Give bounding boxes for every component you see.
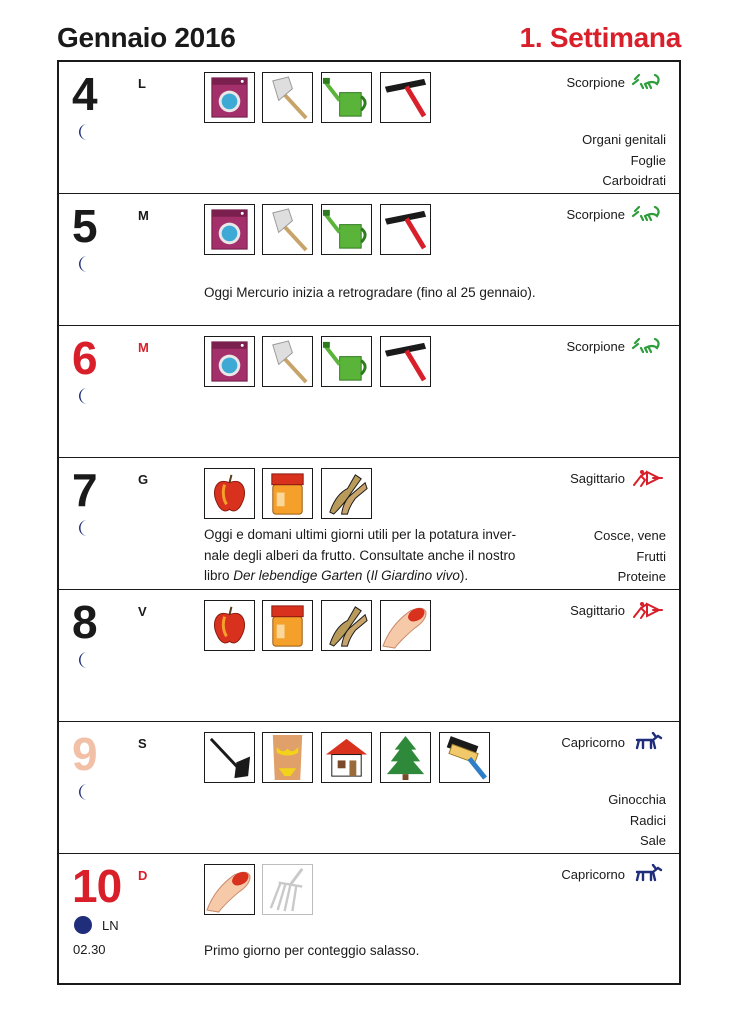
week-calendar bbox=[57, 60, 681, 985]
waxing-crescent-icon bbox=[74, 386, 94, 406]
waxing-crescent-icon bbox=[74, 122, 94, 142]
axe-icon bbox=[262, 72, 313, 123]
watering-can-icon bbox=[321, 204, 372, 255]
new-moon-icon bbox=[74, 916, 92, 934]
month-title: Gennaio 2016 bbox=[57, 22, 236, 53]
archer-icon bbox=[631, 468, 663, 488]
scorpion-icon bbox=[631, 204, 663, 224]
organ-item: Frutti bbox=[636, 548, 666, 564]
sign-label: Sagittario bbox=[570, 470, 625, 486]
organ-item: Cosce, vene bbox=[593, 528, 666, 543]
day-row bbox=[59, 590, 679, 722]
waxing-crescent-icon bbox=[74, 650, 94, 670]
note-line: nale degli alberi da frutto. Consultate anche il nostro bbox=[204, 547, 516, 563]
day-row bbox=[59, 854, 679, 987]
organ-item: Sale bbox=[639, 833, 666, 848]
zodiac-sign bbox=[561, 732, 663, 752]
zodiac-sign bbox=[570, 468, 663, 488]
pitchfork-icon bbox=[262, 864, 313, 915]
pruning-shears-icon bbox=[321, 600, 372, 651]
archer-icon bbox=[631, 600, 663, 620]
axe-icon bbox=[262, 336, 313, 387]
weekday-letter: D bbox=[138, 868, 148, 883]
day-number: 9 bbox=[72, 728, 97, 780]
fingernail-icon bbox=[204, 864, 255, 915]
book-title-translation: Il Giardino vivo bbox=[370, 568, 460, 583]
organ-item: Carboidrati bbox=[602, 173, 666, 188]
zodiac-sign bbox=[566, 336, 663, 356]
organs-list bbox=[582, 130, 666, 192]
sign-label: Scorpione bbox=[566, 338, 625, 354]
waxing-crescent-icon bbox=[74, 254, 94, 274]
organs-list bbox=[608, 790, 666, 852]
organs-list bbox=[594, 526, 666, 588]
hoe-icon bbox=[204, 732, 255, 783]
organ-item: Proteine bbox=[617, 569, 666, 584]
fingernail-icon bbox=[380, 600, 431, 651]
day-number: 6 bbox=[72, 332, 97, 384]
jam-jar-icon bbox=[262, 468, 313, 519]
apple-icon bbox=[204, 468, 255, 519]
scorpion-icon bbox=[631, 72, 663, 92]
day-row bbox=[59, 722, 679, 854]
moon-phase-time: 02.30 bbox=[73, 942, 106, 957]
weekday-letter: S bbox=[138, 736, 147, 751]
day-row bbox=[59, 62, 679, 194]
book-title: Der lebendige Garten bbox=[233, 568, 363, 583]
day-number: 4 bbox=[72, 68, 97, 120]
sign-label: Sagittario bbox=[570, 602, 625, 618]
weekday-letter: M bbox=[138, 340, 149, 355]
weekday-letter: M bbox=[138, 208, 149, 223]
zodiac-sign bbox=[566, 72, 663, 92]
day-number: 10 bbox=[72, 860, 122, 912]
day-row bbox=[59, 458, 679, 590]
axe-icon bbox=[262, 204, 313, 255]
week-title: 1. Settimana bbox=[519, 22, 681, 53]
waxing-crescent-icon bbox=[74, 782, 94, 802]
organ-item: Organi genitali bbox=[582, 132, 666, 147]
note-text: ). bbox=[459, 568, 469, 583]
weekday-letter: V bbox=[138, 604, 147, 619]
day-note: Oggi Mercurio inizia a retrogradare (fino al 25 gennaio). bbox=[204, 285, 536, 300]
day-row bbox=[59, 194, 679, 326]
organ-item: Radici bbox=[629, 812, 666, 828]
organ-item: Ginocchia bbox=[608, 792, 666, 807]
page-header bbox=[57, 22, 681, 58]
washing-machine-icon bbox=[204, 204, 255, 255]
day-note: Primo giorno per conteggio salasso. bbox=[204, 943, 420, 958]
scrub-brush-icon bbox=[439, 732, 490, 783]
bikini-icon bbox=[262, 732, 313, 783]
goat-icon bbox=[631, 864, 663, 884]
day-note bbox=[204, 525, 564, 587]
sign-label: Scorpione bbox=[566, 74, 625, 90]
note-text: ( bbox=[362, 568, 371, 583]
note-line bbox=[204, 566, 564, 587]
washing-machine-icon bbox=[204, 336, 255, 387]
goat-icon bbox=[631, 732, 663, 752]
watering-can-icon bbox=[321, 72, 372, 123]
apple-icon bbox=[204, 600, 255, 651]
watering-can-icon bbox=[321, 336, 372, 387]
waxing-crescent-icon bbox=[74, 518, 94, 538]
washing-machine-icon bbox=[204, 72, 255, 123]
house-icon bbox=[321, 732, 372, 783]
zodiac-sign bbox=[566, 204, 663, 224]
organ-item: Foglie bbox=[630, 152, 666, 168]
pruning-shears-icon bbox=[321, 468, 372, 519]
note-line: Oggi e domani ultimi giorni utili per la potatura inver- bbox=[204, 527, 517, 542]
day-number: 5 bbox=[72, 200, 97, 252]
sign-label: Capricorno bbox=[561, 866, 625, 882]
jam-jar-icon bbox=[262, 600, 313, 651]
day-number: 8 bbox=[72, 596, 97, 648]
floor-wiper-icon bbox=[380, 204, 431, 255]
day-row bbox=[59, 326, 679, 458]
sign-label: Scorpione bbox=[566, 206, 625, 222]
floor-wiper-icon bbox=[380, 336, 431, 387]
note-text: libro bbox=[204, 568, 234, 583]
fir-tree-icon bbox=[380, 732, 431, 783]
weekday-letter: G bbox=[138, 472, 149, 487]
zodiac-sign bbox=[561, 864, 663, 884]
scorpion-icon bbox=[631, 336, 663, 356]
sign-label: Capricorno bbox=[561, 734, 625, 750]
floor-wiper-icon bbox=[380, 72, 431, 123]
zodiac-sign bbox=[570, 600, 663, 620]
day-number: 7 bbox=[72, 464, 97, 516]
moon-phase-label: LN bbox=[102, 918, 119, 933]
weekday-letter: L bbox=[138, 76, 146, 91]
